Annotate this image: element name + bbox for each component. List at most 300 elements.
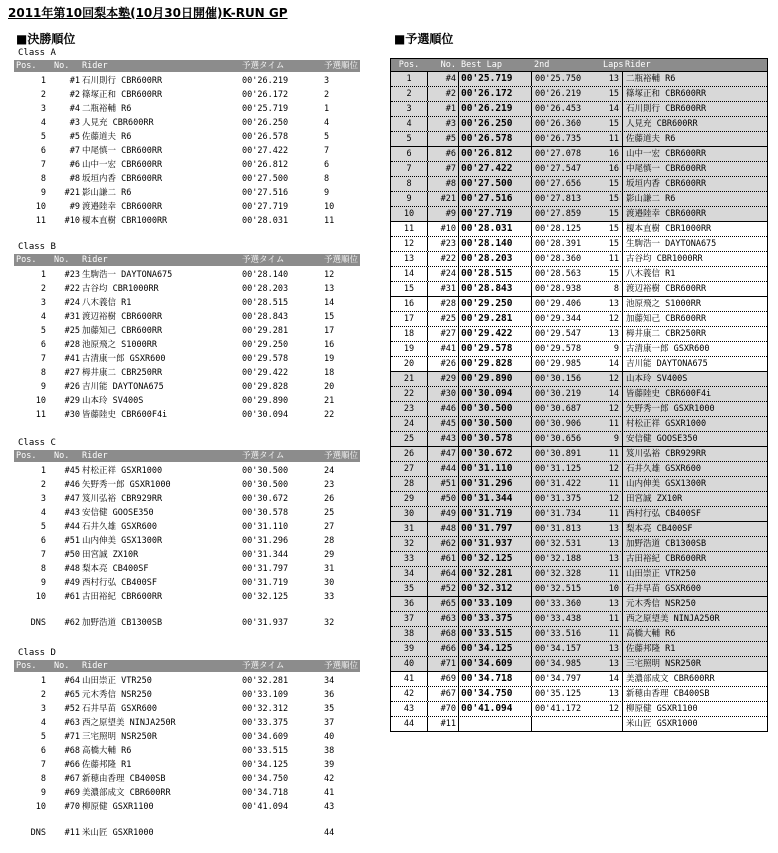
laps-cell: 14 — [608, 389, 619, 399]
rider-cell: 古清康一郎 GSXR600 — [622, 342, 709, 356]
time-cell: 00'26.578 — [242, 132, 289, 142]
header-no: No. — [54, 661, 70, 671]
number-cell: #5 — [428, 132, 459, 146]
number-cell: #3 — [428, 117, 459, 131]
second-lap-cell: 00'28.563 — [531, 267, 603, 281]
qualifying-row — [391, 282, 767, 297]
table-row — [14, 562, 360, 576]
rider-cell: 山内伸美 GSX1300R — [82, 536, 163, 546]
rank-cell: 6 — [324, 160, 330, 170]
number-cell: #25 — [64, 326, 80, 336]
rider-cell: 山田崇正 VTR250 — [622, 567, 696, 581]
rider-cell: 石川則行 CBR600RR — [82, 76, 163, 86]
rider-cell: 笈川弘裕 CBR929RR — [622, 447, 706, 461]
pos-cell: 4 — [40, 718, 46, 728]
time-cell: 00'31.797 — [242, 564, 289, 574]
table-row — [14, 590, 360, 604]
qualifying-row — [391, 387, 767, 402]
rider-cell: 梨本亮 CB400SF — [82, 564, 149, 574]
second-lap-cell — [531, 717, 603, 731]
header-time: 予選タイム — [242, 255, 285, 265]
qualifying-row — [391, 267, 767, 282]
header-rank: 予選順位 — [324, 661, 359, 671]
rank-cell: 36 — [324, 690, 335, 700]
pos-cell: 6 — [40, 746, 46, 756]
laps-cell: 13 — [608, 554, 619, 564]
rank-cell: 32 — [324, 618, 335, 628]
rider-cell: 渡辺裕樹 CBR600RR — [622, 282, 706, 296]
rider-cell: 皆藤陸史 CBR600F4i — [82, 410, 168, 420]
second-lap-cell: 00'27.656 — [531, 177, 603, 191]
qualifying-row — [391, 507, 767, 522]
header-rider: Rider — [82, 451, 108, 461]
table-row — [14, 478, 360, 492]
pos-cell: 7 — [40, 160, 46, 170]
qualifying-row — [391, 372, 767, 387]
rank-cell: 29 — [324, 550, 335, 560]
pos-cell: 32 — [391, 537, 428, 551]
qualifying-row — [391, 717, 767, 731]
pos-cell: 6 — [40, 536, 46, 546]
number-cell: #6 — [69, 160, 80, 170]
header-no: No. — [54, 255, 70, 265]
time-cell: 00'32.281 — [242, 676, 289, 686]
laps-cell: 11 — [608, 509, 619, 519]
rider-cell: 笈川弘裕 CBR929RR — [82, 494, 163, 504]
best-lap-cell: 00'31.296 — [461, 478, 513, 489]
best-lap-cell: 00'31.797 — [461, 523, 513, 534]
pos-cell: 22 — [391, 387, 428, 401]
best-lap-cell: 00'28.031 — [461, 223, 513, 234]
pos-cell: 24 — [391, 417, 428, 431]
qualifying-row — [391, 252, 767, 267]
qualifying-row — [391, 627, 767, 642]
laps-cell: 15 — [608, 119, 619, 129]
rank-cell: 7 — [324, 146, 330, 156]
laps-cell: 15 — [608, 269, 619, 279]
number-cell: #45 — [428, 417, 459, 431]
pos-cell: 21 — [391, 372, 428, 386]
time-cell: 00'34.609 — [242, 732, 289, 742]
table-row — [14, 186, 360, 200]
class-label: Class C — [18, 438, 56, 448]
rider-cell: 新穂由香理 CB400SB — [82, 774, 166, 784]
second-lap-cell: 00'31.422 — [531, 477, 603, 491]
number-cell: #61 — [64, 592, 80, 602]
rider-cell: 三宅照明 NSR250R — [622, 657, 701, 671]
rank-cell: 21 — [324, 396, 335, 406]
rank-cell: 43 — [324, 802, 335, 812]
number-cell: #48 — [64, 564, 80, 574]
best-lap-cell: 00'25.719 — [461, 73, 513, 84]
pos-cell: 39 — [391, 642, 428, 656]
laps-cell: 9 — [613, 344, 619, 354]
rider-cell: 坂垣内香 CBR600RR — [82, 174, 163, 184]
final-results-heading: ■決勝順位 — [16, 32, 76, 46]
time-cell: 00'34.125 — [242, 760, 289, 770]
laps-cell: 16 — [608, 164, 619, 174]
table-row — [14, 394, 360, 408]
pos-cell: 10 — [35, 396, 46, 406]
qualifying-heading: ■予選順位 — [394, 32, 454, 46]
rider-cell: 吉川能 DAYTONA675 — [82, 382, 164, 392]
number-cell: #9 — [69, 202, 80, 212]
best-lap-cell: 00'30.500 — [461, 403, 513, 414]
rider-cell: 美濃部成文 CBR600RR — [82, 788, 171, 798]
rider-cell: 佐藤道夫 R6 — [82, 132, 132, 142]
final-header — [14, 660, 360, 672]
pos-cell: 4 — [40, 118, 46, 128]
pos-cell: 9 — [40, 188, 46, 198]
pos-cell: 25 — [391, 432, 428, 446]
table-row — [14, 102, 360, 116]
rider-cell: 古谷均 CBR1000RR — [82, 284, 159, 294]
header-pos: Pos. — [16, 661, 37, 671]
number-cell: #51 — [64, 536, 80, 546]
rider-cell: 池原飛之 S1000RR — [622, 297, 701, 311]
class-label: Class D — [18, 648, 56, 658]
number-cell: #26 — [64, 382, 80, 392]
number-cell: #64 — [428, 567, 459, 581]
second-lap-cell: 00'32.531 — [531, 537, 603, 551]
rider-cell: 村松正祥 GSXR1000 — [622, 417, 706, 431]
rider-cell: 米山匠 GSXR1000 — [622, 717, 698, 731]
header-no: No. — [440, 60, 456, 70]
header-rider: Rider — [625, 60, 651, 70]
rider-cell: 渡邉陸幸 CBR600RR — [622, 207, 706, 221]
pos-cell: DNS — [30, 828, 46, 838]
number-cell: #24 — [428, 267, 459, 281]
second-lap-cell: 00'33.360 — [531, 597, 603, 611]
table-row — [14, 352, 360, 366]
second-lap-cell: 00'28.391 — [531, 237, 603, 251]
table-row — [14, 158, 360, 172]
rider-cell: 八木義信 R1 — [82, 298, 132, 308]
number-cell: #1 — [428, 102, 459, 116]
rank-cell: 34 — [324, 676, 335, 686]
pos-cell: 41 — [391, 672, 428, 686]
number-cell: #25 — [428, 312, 459, 326]
rider-cell: 古谷均 CBR1000RR — [622, 252, 703, 266]
number-cell: #66 — [428, 642, 459, 656]
rider-cell: 中尾慎一 CBR600RR — [82, 146, 163, 156]
table-row — [14, 548, 360, 562]
rider-cell: 三宅照明 NSR250R — [82, 732, 157, 742]
qualifying-row — [391, 522, 767, 537]
pos-cell: 2 — [391, 87, 428, 101]
qualifying-row — [391, 102, 767, 117]
table-row — [14, 702, 360, 716]
table-row — [14, 464, 360, 478]
laps-cell: 14 — [608, 359, 619, 369]
time-cell: 00'41.094 — [242, 802, 289, 812]
table-row — [14, 88, 360, 102]
rider-cell: 山本玲 SV400S — [622, 372, 687, 386]
pos-cell: 43 — [391, 702, 428, 716]
qualifying-row — [391, 582, 767, 597]
number-cell: #1 — [69, 76, 80, 86]
best-lap-cell: 00'29.281 — [461, 313, 513, 324]
number-cell: #22 — [64, 284, 80, 294]
pos-cell: 18 — [391, 327, 428, 341]
header-no: No. — [54, 451, 70, 461]
table-row — [14, 366, 360, 380]
header-pos: Pos. — [398, 60, 420, 70]
rider-cell: 古清康一郎 GSXR600 — [82, 354, 166, 364]
rider-cell: 山中一宏 CBR600RR — [82, 160, 163, 170]
second-lap-cell: 00'29.578 — [531, 342, 603, 356]
best-lap-cell: 00'33.515 — [461, 628, 513, 639]
best-lap-cell: 00'31.719 — [461, 508, 513, 519]
rank-cell: 5 — [324, 132, 330, 142]
table-row — [14, 826, 360, 840]
pos-cell: 36 — [391, 597, 428, 611]
number-cell: #48 — [428, 522, 459, 536]
laps-cell: 8 — [613, 284, 619, 294]
best-lap-cell: 00'33.109 — [461, 598, 513, 609]
rider-cell: 八木義信 R1 — [622, 267, 675, 281]
rider-cell: 人見充 CBR600RR — [82, 118, 154, 128]
laps-cell: 13 — [608, 689, 619, 699]
rider-cell: 石井早苗 GSXR600 — [622, 582, 701, 596]
number-cell: #51 — [428, 477, 459, 491]
best-lap-cell: 00'26.250 — [461, 118, 513, 129]
pos-cell: 7 — [40, 760, 46, 770]
rank-cell: 41 — [324, 788, 335, 798]
laps-cell: 12 — [608, 374, 619, 384]
number-cell: #52 — [64, 704, 80, 714]
pos-cell: 2 — [40, 90, 46, 100]
second-lap-cell: 00'33.516 — [531, 627, 603, 641]
rider-cell: 二瓶裕輔 R6 — [82, 104, 132, 114]
second-lap-cell: 00'30.906 — [531, 417, 603, 431]
best-lap-cell: 00'29.828 — [461, 358, 513, 369]
number-cell: #2 — [428, 87, 459, 101]
pos-cell: 10 — [391, 207, 428, 221]
time-cell: 00'26.172 — [242, 90, 289, 100]
pos-cell: 14 — [391, 267, 428, 281]
table-row — [14, 116, 360, 130]
qualifying-row — [391, 177, 767, 192]
time-cell: 00'31.937 — [242, 618, 289, 628]
table-row — [14, 786, 360, 800]
best-lap-cell: 00'33.375 — [461, 613, 513, 624]
number-cell: #67 — [428, 687, 459, 701]
laps-cell: 11 — [608, 254, 619, 264]
pos-cell: 3 — [391, 102, 428, 116]
pos-cell: 28 — [391, 477, 428, 491]
qualifying-row — [391, 492, 767, 507]
rank-cell: 35 — [324, 704, 335, 714]
number-cell: #26 — [428, 357, 459, 371]
rider-cell: 栂井康二 CBR250RR — [622, 327, 706, 341]
rider-cell: 山中一宏 CBR600RR — [622, 147, 706, 161]
rider-cell: 元木秀信 NSR250 — [622, 597, 696, 611]
rank-cell: 2 — [324, 90, 330, 100]
laps-cell: 15 — [608, 239, 619, 249]
header-laps: Laps — [603, 60, 624, 70]
number-cell: #22 — [428, 252, 459, 266]
time-cell: 00'29.281 — [242, 326, 289, 336]
laps-cell: 13 — [608, 524, 619, 534]
pos-cell: 15 — [391, 282, 428, 296]
header-pos: Pos. — [16, 61, 37, 71]
rider-cell: 坂垣内香 CBR600RR — [622, 177, 706, 191]
laps-cell: 15 — [608, 89, 619, 99]
time-cell: 00'30.500 — [242, 480, 289, 490]
rider-cell: 栂井康二 CBR250RR — [82, 368, 163, 378]
laps-cell: 13 — [608, 599, 619, 609]
number-cell: #24 — [64, 298, 80, 308]
laps-cell: 16 — [608, 149, 619, 159]
rank-cell: 33 — [324, 592, 335, 602]
number-cell: #27 — [64, 368, 80, 378]
rider-cell: 西之原望美 NINJA250R — [82, 718, 176, 728]
second-lap-cell: 00'26.219 — [531, 87, 603, 101]
pos-cell: 35 — [391, 582, 428, 596]
pos-cell: 3 — [40, 494, 46, 504]
pos-cell: 3 — [40, 104, 46, 114]
pos-cell: 1 — [40, 466, 46, 476]
pos-cell: 5 — [40, 326, 46, 336]
laps-cell: 11 — [608, 449, 619, 459]
pos-cell: 8 — [40, 174, 46, 184]
best-lap-cell: 00'28.843 — [461, 283, 513, 294]
rider-cell: 榎本直樹 CBR1000RR — [622, 222, 711, 236]
laps-cell: 11 — [608, 419, 619, 429]
number-cell: #70 — [428, 702, 459, 716]
table-row — [14, 772, 360, 786]
pos-cell: 6 — [391, 147, 428, 161]
rank-cell: 42 — [324, 774, 335, 784]
table-row — [14, 172, 360, 186]
second-lap-cell: 00'34.797 — [531, 672, 603, 686]
pos-cell: 29 — [391, 492, 428, 506]
number-cell: #30 — [64, 410, 80, 420]
pos-cell: 38 — [391, 627, 428, 641]
number-cell: #44 — [428, 462, 459, 476]
second-lap-cell: 00'27.547 — [531, 162, 603, 176]
laps-cell: 12 — [608, 704, 619, 714]
number-cell: #11 — [428, 717, 459, 731]
header-rank: 予選順位 — [324, 255, 359, 265]
time-cell: 00'28.203 — [242, 284, 289, 294]
second-lap-cell: 00'31.375 — [531, 492, 603, 506]
number-cell: #2 — [69, 90, 80, 100]
number-cell: #65 — [64, 690, 80, 700]
pos-cell: 10 — [35, 202, 46, 212]
qualifying-row — [391, 597, 767, 612]
table-row — [14, 492, 360, 506]
rank-cell: 25 — [324, 508, 335, 518]
final-header — [14, 254, 360, 266]
number-cell: #44 — [64, 522, 80, 532]
final-header — [14, 450, 360, 462]
rider-cell: 篠塚正和 CBR600RR — [82, 90, 163, 100]
rank-cell: 12 — [324, 270, 335, 280]
best-lap-cell: 00'31.110 — [461, 463, 513, 474]
rider-cell: 元木秀信 NSR250 — [82, 690, 152, 700]
table-row — [14, 144, 360, 158]
number-cell: #68 — [428, 627, 459, 641]
rank-cell: 11 — [324, 216, 335, 226]
qualifying-row — [391, 612, 767, 627]
time-cell: 00'33.109 — [242, 690, 289, 700]
header-time: 予選タイム — [242, 661, 285, 671]
number-cell: #64 — [64, 676, 80, 686]
second-lap-cell: 00'41.172 — [531, 702, 603, 716]
second-lap-cell: 00'30.219 — [531, 387, 603, 401]
rank-cell: 23 — [324, 480, 335, 490]
rider-cell: 佐藤邦隆 R1 — [82, 760, 132, 770]
pos-cell: 26 — [391, 447, 428, 461]
laps-cell: 11 — [608, 479, 619, 489]
qualifying-row — [391, 657, 767, 672]
qualifying-row — [391, 222, 767, 237]
second-lap-cell: 00'30.156 — [531, 372, 603, 386]
best-lap-cell: 00'27.719 — [461, 208, 513, 219]
time-cell: 00'34.718 — [242, 788, 289, 798]
pos-cell: 10 — [35, 592, 46, 602]
rider-cell: 古田裕紀 CBR600RR — [82, 592, 163, 602]
number-cell: #28 — [428, 297, 459, 311]
rank-cell: 20 — [324, 382, 335, 392]
qualifying-row — [391, 552, 767, 567]
number-cell: #70 — [64, 802, 80, 812]
pos-cell: 11 — [35, 410, 46, 420]
laps-cell: 13 — [608, 659, 619, 669]
table-row — [14, 74, 360, 88]
pos-cell: 44 — [391, 717, 428, 731]
qualifying-row — [391, 117, 767, 132]
best-lap-cell: 00'26.812 — [461, 148, 513, 159]
second-lap-cell: 00'29.547 — [531, 327, 603, 341]
second-lap-cell: 00'25.750 — [531, 72, 603, 86]
rider-cell: 加野浩道 CB1300SB — [82, 618, 163, 628]
pos-cell: 7 — [40, 354, 46, 364]
time-cell: 00'30.672 — [242, 494, 289, 504]
second-lap-cell: 00'34.985 — [531, 657, 603, 671]
rider-cell: 中尾慎一 CBR600RR — [622, 162, 706, 176]
best-lap-cell: 00'29.890 — [461, 373, 513, 384]
qualifying-row — [391, 432, 767, 447]
qualifying-row — [391, 402, 767, 417]
time-cell: 00'28.515 — [242, 298, 289, 308]
number-cell: #10 — [64, 216, 80, 226]
time-cell: 00'31.296 — [242, 536, 289, 546]
table-row — [14, 268, 360, 282]
time-cell: 00'32.312 — [242, 704, 289, 714]
qualifying-row — [391, 192, 767, 207]
number-cell: #65 — [428, 597, 459, 611]
best-lap-cell: 00'26.219 — [461, 103, 513, 114]
rider-cell: 佐藤道夫 R6 — [622, 132, 675, 146]
time-cell: 00'29.578 — [242, 354, 289, 364]
number-cell: #47 — [428, 447, 459, 461]
number-cell: #28 — [64, 340, 80, 350]
laps-cell: 12 — [608, 314, 619, 324]
number-cell: #21 — [428, 192, 459, 206]
time-cell: 00'29.828 — [242, 382, 289, 392]
number-cell: #71 — [428, 657, 459, 671]
rider-cell: 皆藤陸史 CBR600F4i — [622, 387, 711, 401]
rider-cell: 田宮誠 ZX10R — [622, 492, 682, 506]
rank-cell: 10 — [324, 202, 335, 212]
table-row — [14, 730, 360, 744]
qualifying-header — [391, 59, 767, 72]
time-cell: 00'30.094 — [242, 410, 289, 420]
number-cell: #71 — [64, 732, 80, 742]
